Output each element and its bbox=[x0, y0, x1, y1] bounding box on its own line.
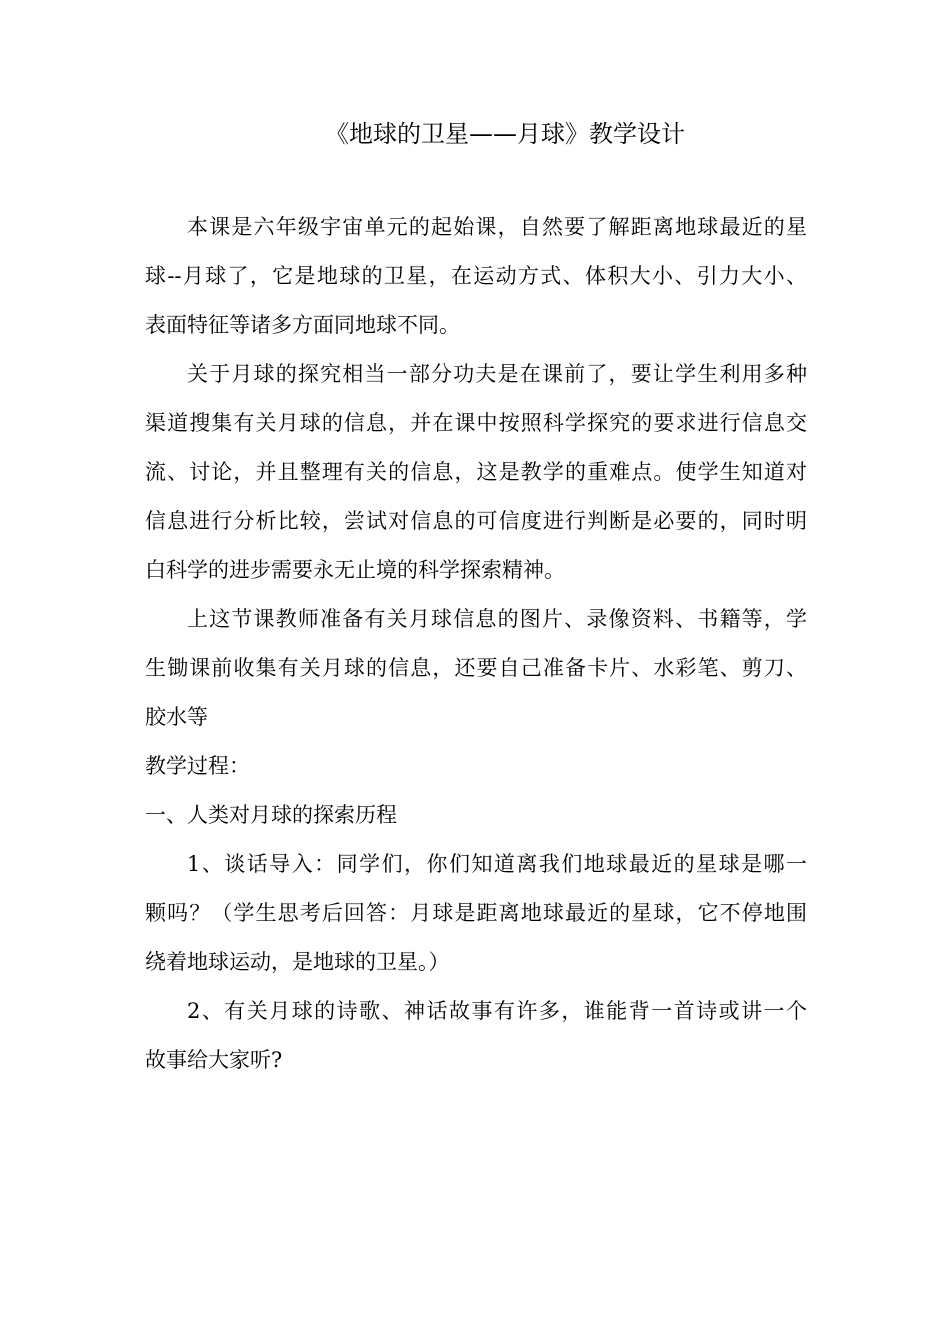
text-line: 颗吗？（学生思考后回答：月球是距离地球最近的星球，它不停地围 bbox=[145, 901, 807, 925]
section-heading-process bbox=[145, 742, 807, 791]
text-line: 关于月球的探究相当一部分功夫是在课前了，要让学生利用多种 bbox=[187, 362, 807, 386]
text-line: 上这节课教师准备有关月球信息的图片、录像资料、书籍等，学 bbox=[187, 607, 807, 631]
paragraph-intro bbox=[145, 203, 807, 350]
text-line: 流、讨论，并且整理有关的信息，这是教学的重难点。使学生知道对 bbox=[145, 460, 807, 484]
text-line: 胶水等 bbox=[145, 705, 208, 729]
text-line: 表面特征等诸多方面同地球不同。 bbox=[145, 313, 460, 337]
text-line: 故事给大家听? bbox=[145, 1048, 283, 1072]
text-line: 教学过程： bbox=[145, 754, 250, 778]
paragraph-item-2 bbox=[145, 987, 807, 1085]
document-title-row bbox=[0, 116, 950, 152]
paragraph-item-1 bbox=[145, 840, 807, 987]
section-heading-part-one bbox=[145, 791, 807, 840]
text-line: 白科学的进步需要永无止境的科学探索精神。 bbox=[145, 558, 565, 582]
text-line: 本课是六年级宇宙单元的起始课，自然要了解距离地球最近的星 bbox=[187, 215, 807, 239]
text-line: 渠道搜集有关月球的信息，并在课中按照科学探究的要求进行信息交 bbox=[145, 411, 807, 435]
text-line: 绕着地球运动，是地球的卫星。） bbox=[145, 950, 450, 974]
document-title: 《地球的卫星——月球》教学设计 bbox=[325, 120, 685, 148]
paragraph-inquiry bbox=[145, 350, 807, 595]
text-line: 球--月球了，它是地球的卫星，在运动方式、体积大小、引力大小、 bbox=[145, 264, 807, 288]
text-line: 生锄课前收集有关月球的信息，还要自己准备卡片、水彩笔、剪刀、 bbox=[145, 656, 807, 680]
document-body bbox=[145, 203, 807, 1085]
text-line: 信息进行分析比较，尝试对信息的可信度进行判断是必要的，同时明 bbox=[145, 509, 807, 533]
text-line: 2、有关月球的诗歌、神话故事有许多，谁能背一首诗或讲一个 bbox=[187, 999, 807, 1023]
text-line: 1、谈话导入：同学们，你们知道离我们地球最近的星球是哪一 bbox=[187, 852, 807, 876]
text-line: 一、人类对月球的探索历程 bbox=[145, 803, 397, 827]
paragraph-preparation bbox=[145, 595, 807, 742]
